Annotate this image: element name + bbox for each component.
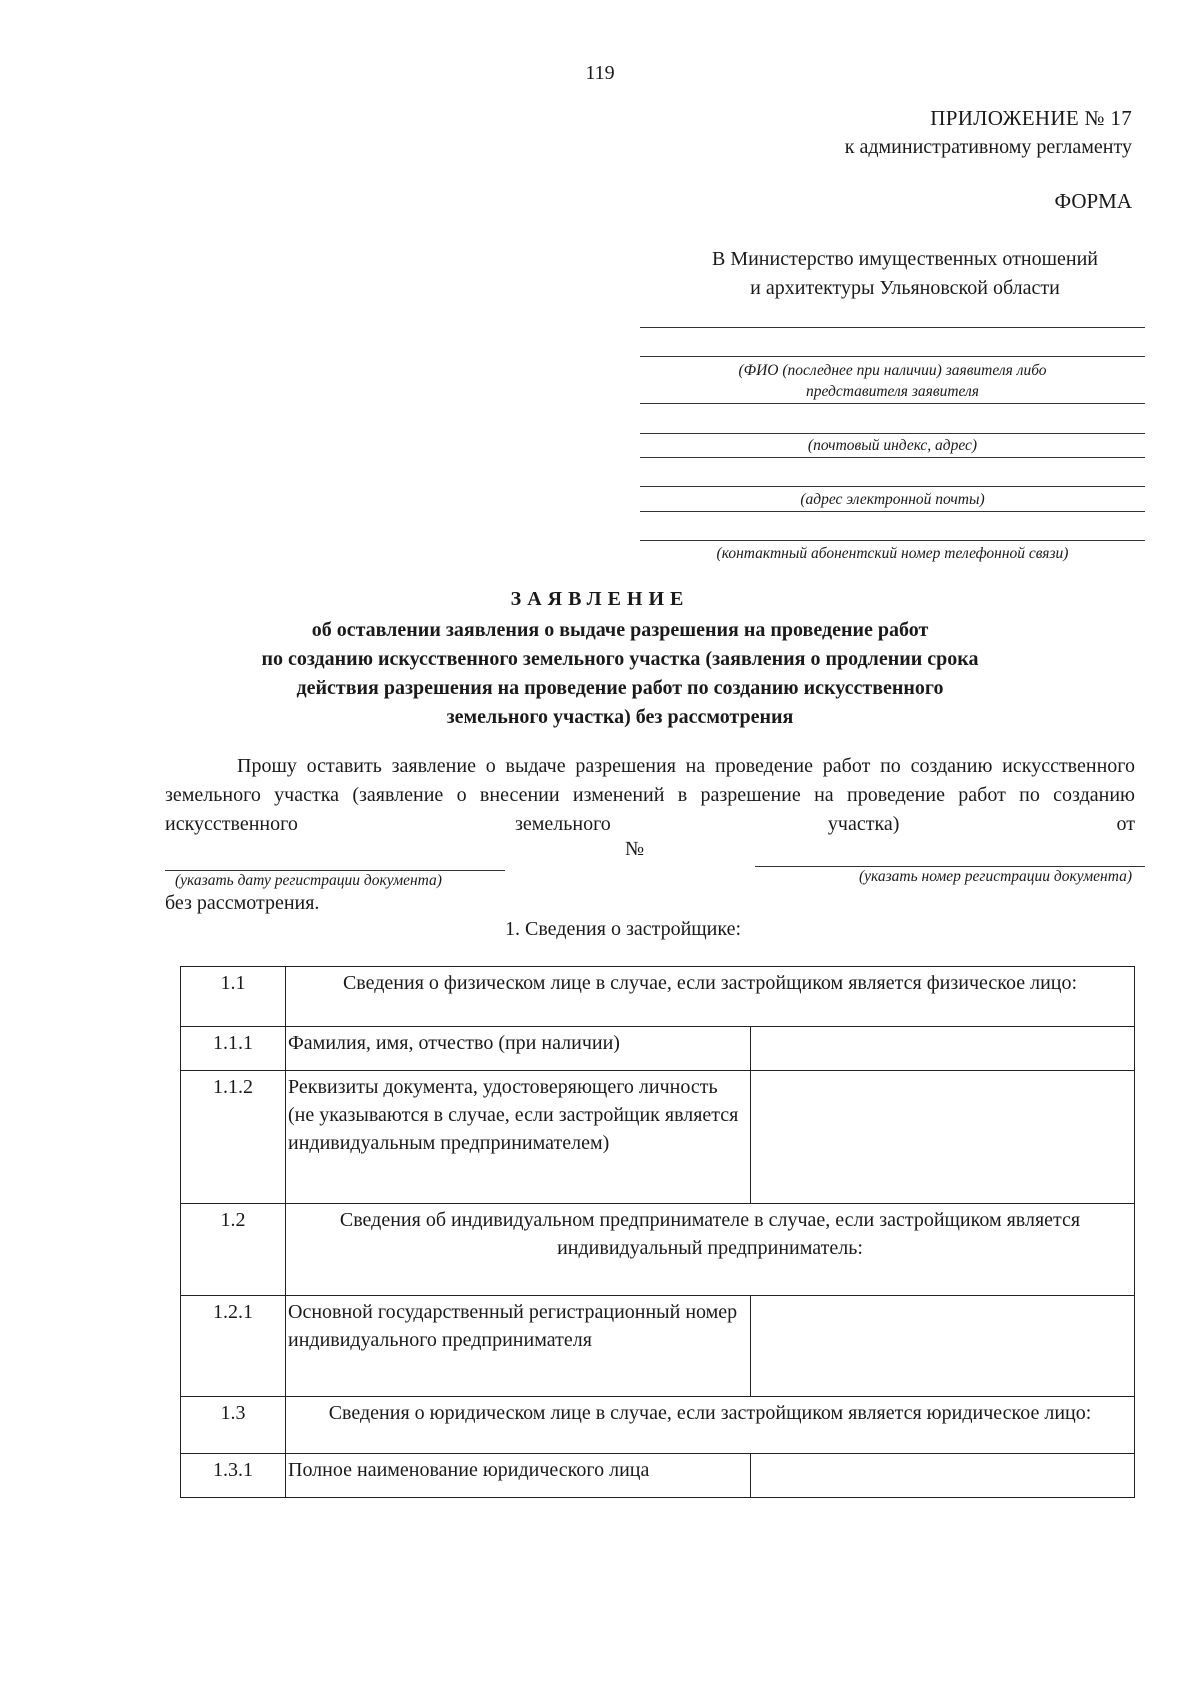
- subtitle-line-2: по созданию искусственного земельного участка (заявления о продлении срока: [261, 648, 979, 670]
- row-number: 1.3: [181, 1397, 286, 1454]
- appendix-subtitle: к административному регламенту: [844, 136, 1132, 158]
- applicant-line-1[interactable]: [640, 327, 1145, 328]
- table-row: [181, 1071, 1135, 1204]
- recipient-line-1: В Министерство имущественных отношений: [711, 248, 1098, 270]
- tail-text: без рассмотрения.: [165, 892, 320, 914]
- date-caption: (указать дату регистрации документа): [175, 872, 442, 889]
- fio-value-cell[interactable]: [751, 1027, 1135, 1071]
- ogrnip-value-cell[interactable]: [751, 1296, 1135, 1397]
- recipient-line-2: и архитектуры Ульяновской области: [750, 277, 1060, 299]
- fio-caption: [640, 360, 1145, 402]
- table-row: [181, 1027, 1135, 1071]
- row-header: Сведения о юридическом лице в случае, если застройщиком является юридическое лицо:: [286, 1397, 1135, 1454]
- address-line-1[interactable]: [640, 403, 1145, 404]
- row-label: Полное наименование юридического лица: [286, 1454, 751, 1498]
- email-caption: (адрес электронной почты): [800, 491, 985, 508]
- table-row: [181, 1204, 1135, 1296]
- form-label: ФОРМА: [1054, 189, 1132, 213]
- row-header: Сведения об индивидуальном предпринимателе в случае, если застройщиком является индивидуальный предприниматель:: [286, 1204, 1135, 1296]
- fio-caption-line-1: (ФИО (последнее при наличии) заявителя либо: [738, 362, 1047, 379]
- document-title: ЗАЯВЛЕНИЕ: [510, 588, 690, 610]
- phone-line-2[interactable]: [640, 540, 1145, 541]
- row-number: 1.1.1: [181, 1027, 286, 1071]
- applicant-line-2[interactable]: [640, 356, 1145, 357]
- document-subtitle: [180, 616, 1060, 732]
- fio-caption-line-2: представителя заявителя: [806, 383, 979, 400]
- address-caption: (почтовый индекс, адрес): [807, 437, 978, 454]
- subtitle-line-3: действия разрешения на проведение работ по созданию искусственного: [296, 677, 944, 699]
- subtitle-line-1: об оставлении заявления о выдаче разрешения на проведение работ: [311, 619, 929, 641]
- row-number: 1.2: [181, 1204, 286, 1296]
- regnum-fill-line[interactable]: [755, 866, 1145, 867]
- row-header: Сведения о физическом лице в случае, если застройщиком является физическое лицо:: [286, 967, 1135, 1027]
- page-number: 119: [585, 62, 615, 84]
- row-label: Реквизиты документа, удостоверяющего личность (не указываются в случае, если застройщик является индивидуальным предпринимателем): [286, 1071, 751, 1204]
- phone-caption: (контактный абонентский номер телефонной связи): [716, 545, 1069, 562]
- subtitle-line-4: земельного участка) без рассмотрения: [446, 706, 794, 728]
- legal-entity-name-value-cell[interactable]: [751, 1454, 1135, 1498]
- row-number: 1.2.1: [181, 1296, 286, 1397]
- table-row: [181, 1454, 1135, 1498]
- address-line-2[interactable]: [640, 433, 1145, 434]
- row-number: 1.3.1: [181, 1454, 286, 1498]
- row-number: 1.1: [181, 967, 286, 1027]
- date-fill-line[interactable]: [165, 870, 505, 871]
- email-line-2[interactable]: [640, 486, 1145, 487]
- table-row: [181, 1397, 1135, 1454]
- phone-line-1[interactable]: [640, 511, 1145, 512]
- id-document-value-cell[interactable]: [751, 1071, 1135, 1204]
- table-row: [181, 1296, 1135, 1397]
- row-number: 1.1.2: [181, 1071, 286, 1204]
- developer-info-table: [180, 966, 1135, 1498]
- email-line-1[interactable]: [640, 457, 1145, 458]
- appendix-title: ПРИЛОЖЕНИЕ № 17: [930, 106, 1132, 130]
- table-row: [181, 967, 1135, 1027]
- row-label: Основной государственный регистрационный номер индивидуального предпринимателя: [286, 1296, 751, 1397]
- request-text: Прошу оставить заявление о выдаче разрешения на проведение работ по созданию искусственного земельного участка (заявление о внесении изменений в разрешение на проведение работ по созданию искусственного земельного участка) от: [165, 755, 1135, 835]
- section-heading: 1. Сведения о застройщике:: [505, 918, 742, 940]
- recipient-block: [620, 245, 1190, 303]
- regnum-caption: (указать номер регистрации документа): [858, 868, 1132, 885]
- number-sign: №: [625, 838, 645, 860]
- row-label: Фамилия, имя, отчество (при наличии): [286, 1027, 751, 1071]
